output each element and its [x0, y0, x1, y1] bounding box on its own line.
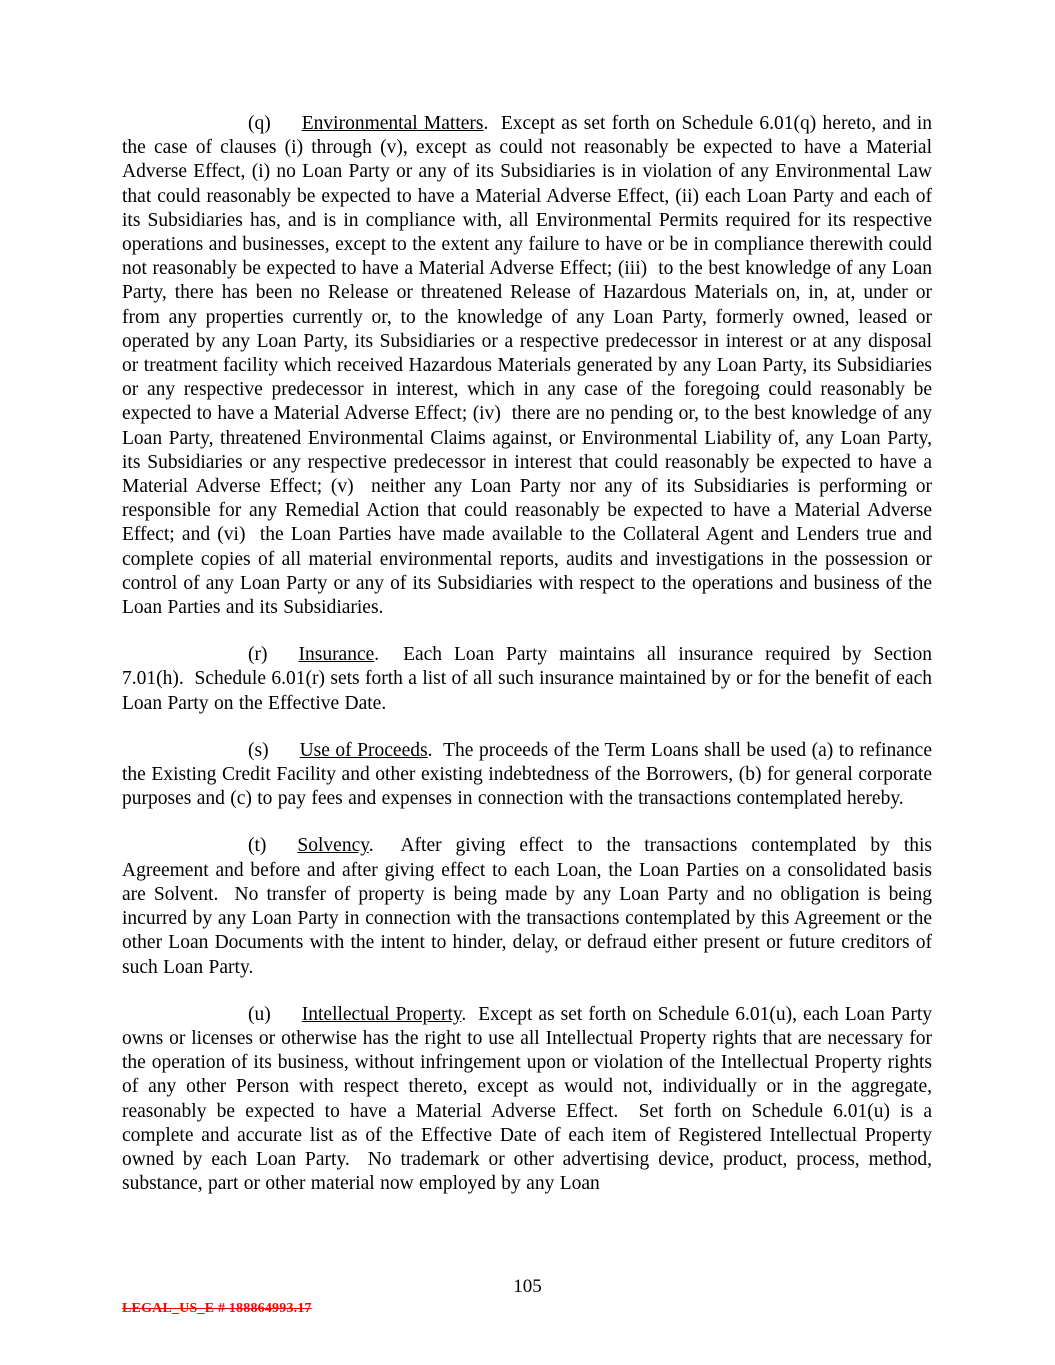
paragraph-s-use-of-proceeds: [122, 739, 932, 812]
paragraph-body: . After giving effect to the transactions contemplated by this Agreement and before and after giving effect to each Loan, the Loan Parties on a consolidated basis are Solvent. No transfer of property is being made by any Loan Party and no obligation is being incurred by any Loan Party in connection with the transactions contemplated by this Agreement or the other Loan Documents with the intent to hinder, delay, or defraud either present or future creditors of such Loan Party.: [122, 835, 932, 978]
paragraph-label: (s): [248, 739, 269, 761]
paragraph-body: . The proceeds of the Term Loans shall be used (a) to refinance the Existing Credit Facility and other existing indebtedness of the Borrowers, (b) for general corporate purposes and (c) to pay fees and expenses in connection with the transactions contemplated hereby.: [122, 739, 932, 810]
paragraph-label: (q): [248, 113, 271, 134]
paragraph-q-environmental-matters: [122, 112, 932, 620]
paragraph-heading: Solvency: [297, 835, 369, 857]
paragraph-heading: Use of Proceeds: [299, 739, 428, 761]
paragraph-label: (u): [248, 1003, 271, 1025]
document-body: [122, 112, 932, 1196]
paragraph-t-solvency: [122, 834, 932, 979]
paragraph-u-intellectual-property: [122, 1003, 932, 1197]
paragraph-label: (r): [248, 644, 268, 666]
paragraph-heading: Environmental Matters: [301, 113, 484, 134]
paragraph-body: . Except as set forth on Schedule 6.01(q) hereto, and in the case of clauses (i) through (v), except as could not reasonably be expected to have a Material Adverse Effect, (i) no Loan Party or any of its Subsidiaries is in violation of any Environmental Law that could reasonably be expected to have a Material Adverse Effect, (ii) each Loan Party and each of its Subsidiaries has, and is in compliance with, all Environmental Permits required for its respective operations and businesses, except to the extent any failure to have or be in compliance therewith could not reasonably be expected to have a Material Adverse Effect; (iii) to the best knowledge of any Loan Party, there has been no Release or threatened Release of Hazardous Materials on, in, at, under or from any properties currently or, to the knowledge of any Loan Party, formerly owned, leased or operated by any Loan Party, its Subsidiaries or a respective predecessor in interest or at any disposal or treatment facility which received Hazardous Materials generated by any Loan Party, its Subsidiaries or any respective predecessor in interest, which in any case of the foregoing could reasonably be expected to have a Material Adverse Effect; (iv) there are no pending or, to the best knowledge of any Loan Party, threatened Environmental Claims against, or Environmental Liability of, any Loan Party, its Subsidiaries or any respective predecessor in interest that could reasonably be expected to have a Material Adverse Effect; (v) neither any Loan Party nor any of its Subsidiaries is performing or responsible for any Remedial Action that could reasonably be expected to have a Material Adverse Effect; and (vi) the Loan Parties have made available to the Collateral Agent and Lenders true and complete copies of all material environmental reports, audits and investigations in the possession or control of any Loan Party or any of its Subsidiaries with respect to the operations and business of the Loan Parties and its Subsidiaries.: [122, 113, 933, 619]
legal-footer-tag: LEGAL_US_E # 188864993.17: [122, 1301, 312, 1316]
paragraph-r-insurance: [122, 643, 932, 716]
paragraph-heading: Insurance: [298, 644, 375, 666]
paragraph-body: . Except as set forth on Schedule 6.01(u), each Loan Party owns or licenses or otherwise has the right to use all Intellectual Property rights that are necessary for the operation of its business, without infringement upon or violation of the Intellectual Property rights of any other Person with respect thereto, except as would not, individually or in the aggregate, reasonably be expected to have a Material Adverse Effect. Set forth on Schedule 6.01(u) is a complete and accurate list as of the Effective Date of each item of Registered Intellectual Property owned by each Loan Party. No trademark or other advertising device, product, process, method, substance, part or other material now employed by any Loan: [122, 1003, 932, 1195]
page-number: 105: [513, 1276, 542, 1297]
paragraph-body: . Each Loan Party maintains all insurance required by Section 7.01(h). Schedule 6.01(r) sets forth a list of all such insurance maintained by or for the benefit of each Loan Party on the Effective Date.: [122, 644, 932, 714]
paragraph-heading: Intellectual Property: [301, 1003, 462, 1025]
paragraph-label: (t): [248, 835, 267, 857]
